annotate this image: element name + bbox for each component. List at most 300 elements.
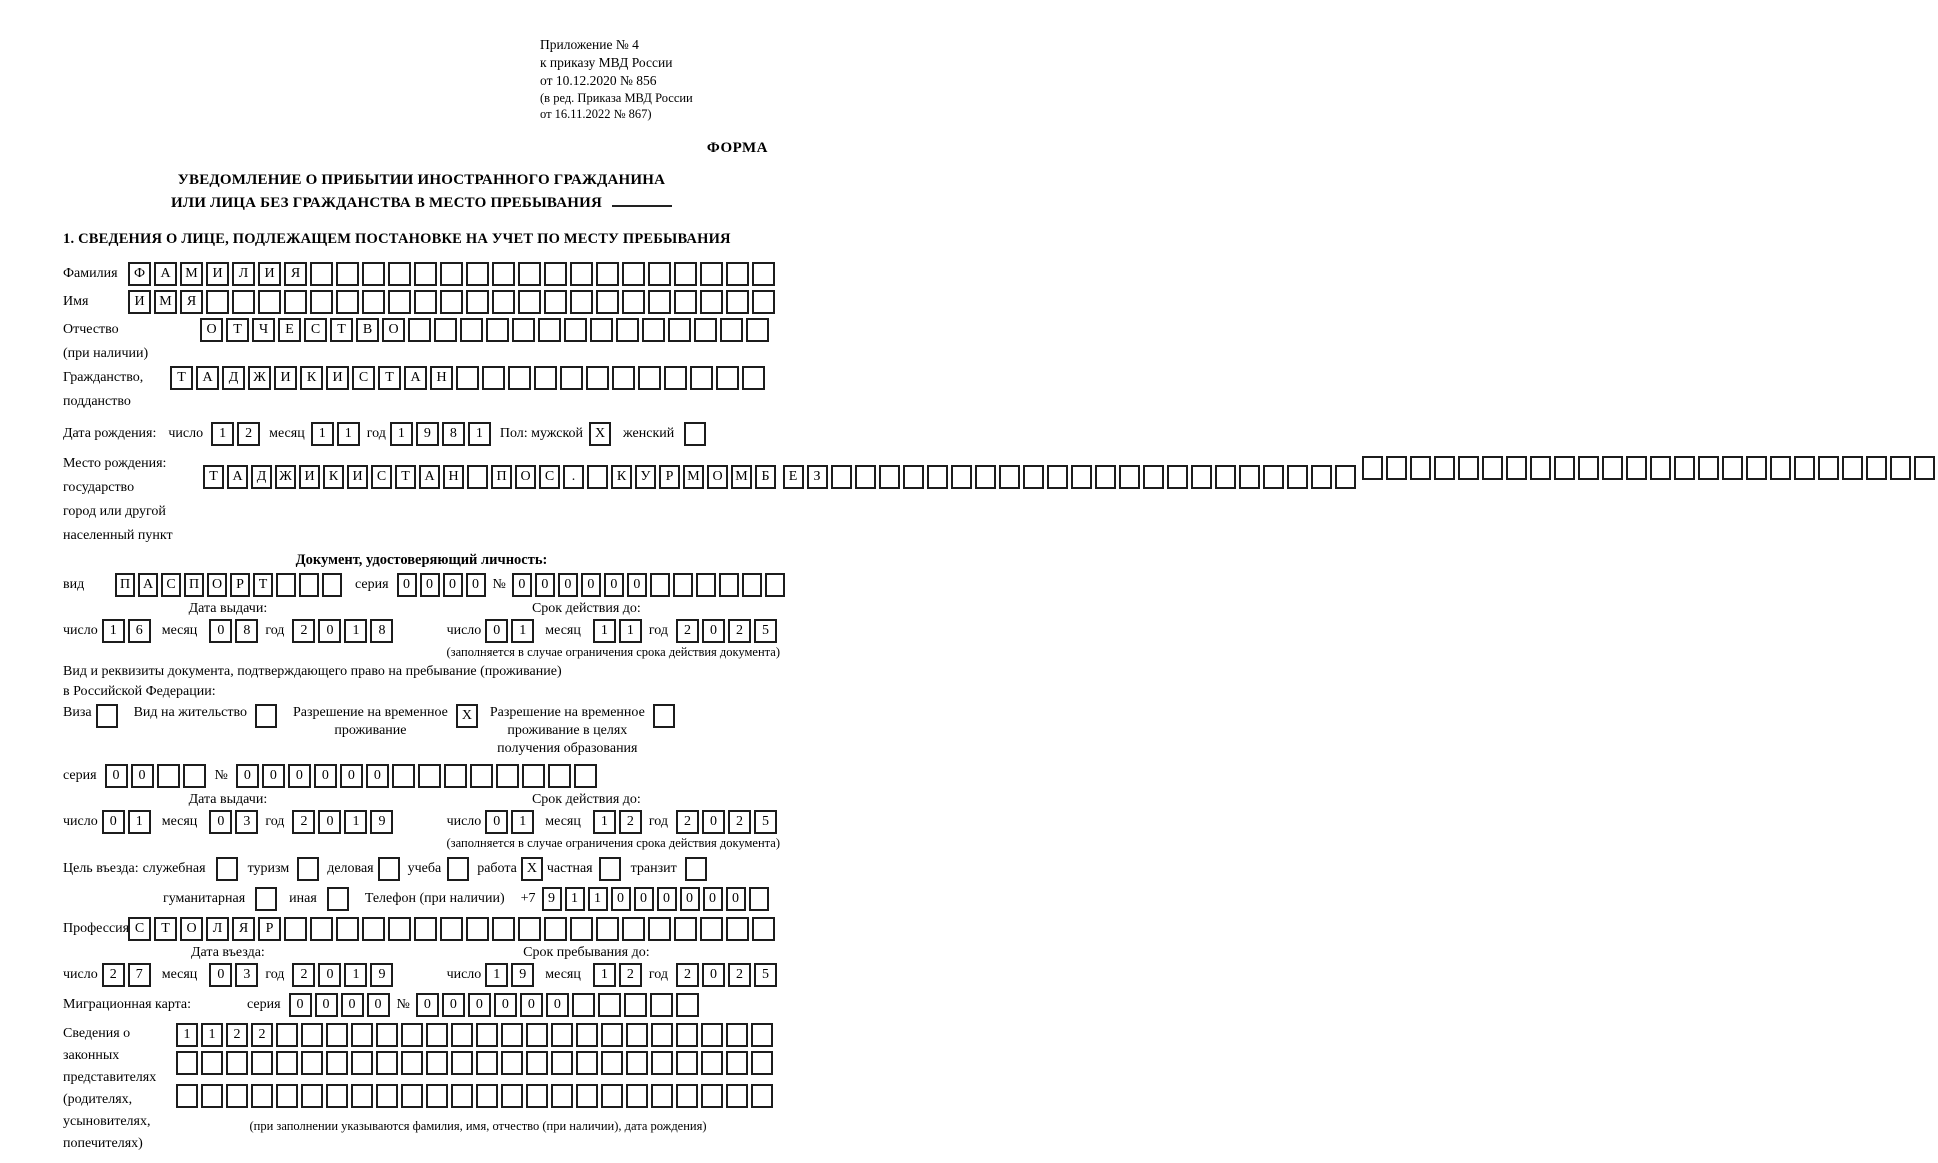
char-box[interactable] <box>310 262 333 286</box>
char-box[interactable]: 8 <box>235 619 258 643</box>
char-box[interactable] <box>596 262 619 286</box>
char-box[interactable]: З <box>807 465 828 489</box>
char-box[interactable]: Ф <box>128 262 151 286</box>
char-box[interactable] <box>326 1051 348 1075</box>
char-box[interactable] <box>690 366 713 390</box>
char-box[interactable] <box>601 1023 623 1047</box>
char-box[interactable]: А <box>138 573 158 597</box>
char-box[interactable]: 1 <box>211 422 234 446</box>
char-box[interactable] <box>1143 465 1164 489</box>
char-box[interactable]: 0 <box>702 810 725 834</box>
char-box[interactable]: 0 <box>466 573 486 597</box>
char-box[interactable] <box>673 573 693 597</box>
char-box[interactable]: С <box>161 573 181 597</box>
char-box[interactable] <box>414 290 437 314</box>
char-box[interactable] <box>284 917 307 941</box>
char-box[interactable] <box>401 1051 423 1075</box>
char-box[interactable]: 0 <box>604 573 624 597</box>
char-box[interactable] <box>720 318 743 342</box>
char-box[interactable] <box>927 465 948 489</box>
char-box[interactable] <box>587 465 608 489</box>
char-box[interactable] <box>518 262 541 286</box>
char-box[interactable] <box>598 993 621 1017</box>
char-box[interactable] <box>560 366 583 390</box>
char-box[interactable]: О <box>707 465 728 489</box>
char-box[interactable]: 0 <box>680 887 700 911</box>
temp-residence-checkbox[interactable]: X <box>456 704 478 728</box>
char-box[interactable]: 0 <box>494 993 517 1017</box>
char-box[interactable]: А <box>419 465 440 489</box>
char-box[interactable] <box>534 366 557 390</box>
sex-male-checkbox[interactable]: X <box>589 422 611 446</box>
char-box[interactable]: 2 <box>102 963 125 987</box>
char-box[interactable]: 0 <box>581 573 601 597</box>
char-box[interactable] <box>518 290 541 314</box>
char-box[interactable] <box>1386 456 1407 480</box>
char-box[interactable]: 3 <box>235 963 258 987</box>
char-box[interactable] <box>700 290 723 314</box>
char-box[interactable] <box>1215 465 1236 489</box>
char-box[interactable] <box>336 917 359 941</box>
char-box[interactable]: 1 <box>102 619 125 643</box>
char-box[interactable]: 0 <box>546 993 569 1017</box>
char-box[interactable]: О <box>515 465 536 489</box>
char-box[interactable] <box>1023 465 1044 489</box>
char-box[interactable] <box>1458 456 1479 480</box>
char-box[interactable] <box>414 262 437 286</box>
char-box[interactable] <box>470 764 493 788</box>
char-box[interactable] <box>284 290 307 314</box>
char-box[interactable]: 0 <box>105 764 128 788</box>
char-box[interactable] <box>388 262 411 286</box>
char-box[interactable]: И <box>258 262 281 286</box>
char-box[interactable] <box>1119 465 1140 489</box>
char-box[interactable] <box>752 262 775 286</box>
visa-checkbox[interactable] <box>96 704 118 728</box>
char-box[interactable] <box>642 318 665 342</box>
char-box[interactable] <box>1770 456 1791 480</box>
char-box[interactable] <box>206 290 229 314</box>
char-box[interactable] <box>668 318 691 342</box>
char-box[interactable] <box>310 917 333 941</box>
char-box[interactable] <box>1506 456 1527 480</box>
char-box[interactable] <box>903 465 924 489</box>
char-box[interactable] <box>276 1023 298 1047</box>
char-box[interactable] <box>544 262 567 286</box>
char-box[interactable] <box>586 366 609 390</box>
char-box[interactable]: 0 <box>367 993 390 1017</box>
char-box[interactable]: 0 <box>209 810 232 834</box>
char-box[interactable] <box>572 993 595 1017</box>
char-box[interactable] <box>596 917 619 941</box>
char-box[interactable] <box>716 366 739 390</box>
char-box[interactable] <box>674 290 697 314</box>
char-box[interactable] <box>616 318 639 342</box>
char-box[interactable]: 1 <box>593 619 616 643</box>
residence-permit-checkbox[interactable] <box>255 704 277 728</box>
char-box[interactable]: Ч <box>252 318 275 342</box>
char-box[interactable] <box>538 318 561 342</box>
char-box[interactable]: 2 <box>676 963 699 987</box>
char-box[interactable]: 0 <box>627 573 647 597</box>
char-box[interactable] <box>1287 465 1308 489</box>
char-box[interactable] <box>751 1084 773 1108</box>
char-box[interactable]: Л <box>206 917 229 941</box>
char-box[interactable]: 1 <box>344 963 367 987</box>
char-box[interactable]: Р <box>230 573 250 597</box>
char-box[interactable] <box>664 366 687 390</box>
char-box[interactable]: 1 <box>176 1023 198 1047</box>
char-box[interactable]: 0 <box>288 764 311 788</box>
char-box[interactable] <box>251 1084 273 1108</box>
char-box[interactable] <box>376 1023 398 1047</box>
char-box[interactable]: 0 <box>702 619 725 643</box>
char-box[interactable]: . <box>563 465 584 489</box>
char-box[interactable]: 0 <box>209 619 232 643</box>
char-box[interactable] <box>751 1051 773 1075</box>
char-box[interactable] <box>752 917 775 941</box>
char-box[interactable]: 9 <box>511 963 534 987</box>
char-box[interactable] <box>301 1023 323 1047</box>
char-box[interactable] <box>362 290 385 314</box>
char-box[interactable] <box>388 290 411 314</box>
char-box[interactable] <box>726 917 749 941</box>
char-box[interactable]: 0 <box>318 963 341 987</box>
char-box[interactable] <box>746 318 769 342</box>
char-box[interactable] <box>626 1051 648 1075</box>
char-box[interactable]: И <box>299 465 320 489</box>
char-box[interactable] <box>674 917 697 941</box>
char-box[interactable]: И <box>206 262 229 286</box>
char-box[interactable]: 1 <box>593 963 616 987</box>
char-box[interactable]: Т <box>203 465 224 489</box>
char-box[interactable] <box>508 366 531 390</box>
char-box[interactable]: 2 <box>676 810 699 834</box>
purpose-tourism-checkbox[interactable] <box>297 857 319 881</box>
char-box[interactable]: 0 <box>366 764 389 788</box>
char-box[interactable] <box>351 1084 373 1108</box>
char-box[interactable] <box>482 366 505 390</box>
char-box[interactable]: 6 <box>128 619 151 643</box>
char-box[interactable]: 0 <box>485 619 508 643</box>
char-box[interactable] <box>626 1084 648 1108</box>
char-box[interactable]: И <box>347 465 368 489</box>
char-box[interactable]: 0 <box>442 993 465 1017</box>
purpose-private-checkbox[interactable] <box>599 857 621 881</box>
char-box[interactable] <box>676 993 699 1017</box>
char-box[interactable] <box>440 262 463 286</box>
char-box[interactable] <box>336 290 359 314</box>
char-box[interactable] <box>351 1023 373 1047</box>
char-box[interactable] <box>466 917 489 941</box>
char-box[interactable] <box>336 262 359 286</box>
char-box[interactable]: 2 <box>619 810 642 834</box>
char-box[interactable] <box>951 465 972 489</box>
char-box[interactable] <box>451 1023 473 1047</box>
char-box[interactable] <box>726 290 749 314</box>
char-box[interactable] <box>612 366 635 390</box>
char-box[interactable]: 2 <box>237 422 260 446</box>
char-box[interactable] <box>501 1084 523 1108</box>
char-box[interactable] <box>1866 456 1887 480</box>
char-box[interactable]: 1 <box>511 619 534 643</box>
char-box[interactable] <box>501 1023 523 1047</box>
char-box[interactable] <box>751 1023 773 1047</box>
char-box[interactable]: 2 <box>728 810 751 834</box>
char-box[interactable]: Ж <box>248 366 271 390</box>
char-box[interactable]: П <box>115 573 135 597</box>
char-box[interactable] <box>456 366 479 390</box>
char-box[interactable] <box>626 1023 648 1047</box>
char-box[interactable] <box>451 1051 473 1075</box>
char-box[interactable] <box>310 290 333 314</box>
char-box[interactable]: С <box>539 465 560 489</box>
char-box[interactable]: Т <box>330 318 353 342</box>
char-box[interactable]: М <box>731 465 752 489</box>
temp-residence-edu-checkbox[interactable] <box>653 704 675 728</box>
char-box[interactable]: Б <box>755 465 776 489</box>
char-box[interactable] <box>426 1084 448 1108</box>
char-box[interactable] <box>570 290 593 314</box>
char-box[interactable]: 0 <box>420 573 440 597</box>
char-box[interactable]: А <box>154 262 177 286</box>
char-box[interactable]: 0 <box>318 810 341 834</box>
char-box[interactable]: К <box>300 366 323 390</box>
char-box[interactable] <box>444 764 467 788</box>
char-box[interactable]: 1 <box>588 887 608 911</box>
char-box[interactable] <box>1311 465 1332 489</box>
char-box[interactable] <box>674 262 697 286</box>
char-box[interactable] <box>1698 456 1719 480</box>
char-box[interactable] <box>176 1051 198 1075</box>
char-box[interactable] <box>651 1084 673 1108</box>
char-box[interactable]: 0 <box>520 993 543 1017</box>
char-box[interactable] <box>401 1084 423 1108</box>
char-box[interactable]: 9 <box>416 422 439 446</box>
char-box[interactable] <box>476 1051 498 1075</box>
char-box[interactable] <box>401 1023 423 1047</box>
char-box[interactable] <box>322 573 342 597</box>
char-box[interactable] <box>434 318 457 342</box>
char-box[interactable] <box>1794 456 1815 480</box>
char-box[interactable] <box>570 917 593 941</box>
char-box[interactable] <box>1722 456 1743 480</box>
char-box[interactable]: 5 <box>754 963 777 987</box>
char-box[interactable]: 2 <box>292 963 315 987</box>
char-box[interactable] <box>301 1084 323 1108</box>
char-box[interactable] <box>650 573 670 597</box>
char-box[interactable]: 1 <box>619 619 642 643</box>
char-box[interactable] <box>1410 456 1431 480</box>
char-box[interactable]: 0 <box>416 993 439 1017</box>
char-box[interactable]: Т <box>154 917 177 941</box>
char-box[interactable] <box>879 465 900 489</box>
char-box[interactable] <box>696 573 716 597</box>
char-box[interactable] <box>201 1051 223 1075</box>
char-box[interactable] <box>590 318 613 342</box>
char-box[interactable]: 1 <box>311 422 334 446</box>
char-box[interactable] <box>201 1084 223 1108</box>
char-box[interactable] <box>576 1084 598 1108</box>
char-box[interactable] <box>526 1084 548 1108</box>
char-box[interactable] <box>518 917 541 941</box>
char-box[interactable] <box>1914 456 1935 480</box>
char-box[interactable] <box>426 1051 448 1075</box>
char-box[interactable]: Р <box>659 465 680 489</box>
char-box[interactable]: Ж <box>275 465 296 489</box>
char-box[interactable] <box>492 262 515 286</box>
char-box[interactable]: 1 <box>511 810 534 834</box>
char-box[interactable] <box>276 1084 298 1108</box>
char-box[interactable]: 1 <box>593 810 616 834</box>
char-box[interactable] <box>451 1084 473 1108</box>
purpose-business-checkbox[interactable] <box>378 857 400 881</box>
char-box[interactable]: 1 <box>344 619 367 643</box>
char-box[interactable] <box>726 1023 748 1047</box>
char-box[interactable] <box>299 573 319 597</box>
char-box[interactable]: Е <box>783 465 804 489</box>
char-box[interactable]: А <box>227 465 248 489</box>
char-box[interactable] <box>1674 456 1695 480</box>
char-box[interactable]: 0 <box>702 963 725 987</box>
char-box[interactable]: 8 <box>370 619 393 643</box>
char-box[interactable] <box>648 262 671 286</box>
char-box[interactable]: 2 <box>292 619 315 643</box>
char-box[interactable]: 5 <box>754 619 777 643</box>
char-box[interactable]: 0 <box>468 993 491 1017</box>
char-box[interactable]: 0 <box>512 573 532 597</box>
char-box[interactable] <box>622 262 645 286</box>
char-box[interactable] <box>1167 465 1188 489</box>
char-box[interactable] <box>1890 456 1911 480</box>
char-box[interactable]: 3 <box>235 810 258 834</box>
char-box[interactable] <box>467 465 488 489</box>
purpose-transit-checkbox[interactable] <box>685 857 707 881</box>
char-box[interactable] <box>492 917 515 941</box>
char-box[interactable] <box>1530 456 1551 480</box>
char-box[interactable]: Т <box>378 366 401 390</box>
char-box[interactable] <box>648 917 671 941</box>
char-box[interactable] <box>752 290 775 314</box>
char-box[interactable]: 0 <box>341 993 364 1017</box>
char-box[interactable]: Т <box>226 318 249 342</box>
char-box[interactable] <box>440 917 463 941</box>
char-box[interactable] <box>596 290 619 314</box>
char-box[interactable]: Е <box>278 318 301 342</box>
char-box[interactable] <box>719 573 739 597</box>
char-box[interactable]: Т <box>170 366 193 390</box>
char-box[interactable] <box>492 290 515 314</box>
char-box[interactable] <box>1191 465 1212 489</box>
char-box[interactable] <box>388 917 411 941</box>
char-box[interactable]: 2 <box>226 1023 248 1047</box>
char-box[interactable] <box>544 917 567 941</box>
char-box[interactable]: В <box>356 318 379 342</box>
char-box[interactable] <box>601 1084 623 1108</box>
char-box[interactable] <box>651 1023 673 1047</box>
char-box[interactable] <box>157 764 180 788</box>
char-box[interactable] <box>258 290 281 314</box>
char-box[interactable] <box>526 1051 548 1075</box>
char-box[interactable]: О <box>207 573 227 597</box>
char-box[interactable] <box>486 318 509 342</box>
char-box[interactable]: М <box>683 465 704 489</box>
char-box[interactable]: 9 <box>370 963 393 987</box>
char-box[interactable] <box>362 262 385 286</box>
char-box[interactable] <box>1578 456 1599 480</box>
char-box[interactable] <box>496 764 519 788</box>
char-box[interactable] <box>522 764 545 788</box>
char-box[interactable] <box>1362 456 1383 480</box>
char-box[interactable] <box>749 887 769 911</box>
purpose-other-checkbox[interactable] <box>327 887 349 911</box>
char-box[interactable]: У <box>635 465 656 489</box>
char-box[interactable] <box>251 1051 273 1075</box>
char-box[interactable] <box>648 290 671 314</box>
char-box[interactable] <box>460 318 483 342</box>
char-box[interactable]: П <box>184 573 204 597</box>
char-box[interactable]: 0 <box>315 993 338 1017</box>
char-box[interactable] <box>526 1023 548 1047</box>
char-box[interactable]: 0 <box>340 764 363 788</box>
char-box[interactable] <box>418 764 441 788</box>
char-box[interactable] <box>742 366 765 390</box>
char-box[interactable]: 0 <box>485 810 508 834</box>
char-box[interactable]: 2 <box>728 963 751 987</box>
char-box[interactable]: 9 <box>542 887 562 911</box>
char-box[interactable] <box>466 290 489 314</box>
char-box[interactable]: 1 <box>485 963 508 987</box>
char-box[interactable] <box>726 1051 748 1075</box>
char-box[interactable]: 1 <box>201 1023 223 1047</box>
char-box[interactable] <box>226 1051 248 1075</box>
char-box[interactable]: Р <box>258 917 281 941</box>
char-box[interactable]: И <box>128 290 151 314</box>
char-box[interactable] <box>440 290 463 314</box>
char-box[interactable]: 2 <box>728 619 751 643</box>
char-box[interactable] <box>476 1084 498 1108</box>
char-box[interactable]: О <box>382 318 405 342</box>
char-box[interactable]: 0 <box>131 764 154 788</box>
char-box[interactable] <box>226 1084 248 1108</box>
char-box[interactable] <box>831 465 852 489</box>
char-box[interactable] <box>392 764 415 788</box>
char-box[interactable] <box>408 318 431 342</box>
char-box[interactable]: С <box>128 917 151 941</box>
char-box[interactable]: 0 <box>611 887 631 911</box>
char-box[interactable]: 0 <box>397 573 417 597</box>
char-box[interactable]: 2 <box>619 963 642 987</box>
char-box[interactable] <box>1482 456 1503 480</box>
char-box[interactable] <box>476 1023 498 1047</box>
char-box[interactable]: 2 <box>251 1023 273 1047</box>
char-box[interactable]: П <box>491 465 512 489</box>
char-box[interactable] <box>576 1051 598 1075</box>
char-box[interactable]: К <box>611 465 632 489</box>
char-box[interactable] <box>765 573 785 597</box>
char-box[interactable]: 0 <box>262 764 285 788</box>
char-box[interactable] <box>551 1051 573 1075</box>
char-box[interactable]: Я <box>180 290 203 314</box>
char-box[interactable] <box>701 1023 723 1047</box>
char-box[interactable]: 1 <box>128 810 151 834</box>
char-box[interactable] <box>999 465 1020 489</box>
char-box[interactable] <box>501 1051 523 1075</box>
char-box[interactable] <box>276 573 296 597</box>
purpose-study-checkbox[interactable] <box>447 857 469 881</box>
char-box[interactable]: Л <box>232 262 255 286</box>
char-box[interactable]: О <box>180 917 203 941</box>
